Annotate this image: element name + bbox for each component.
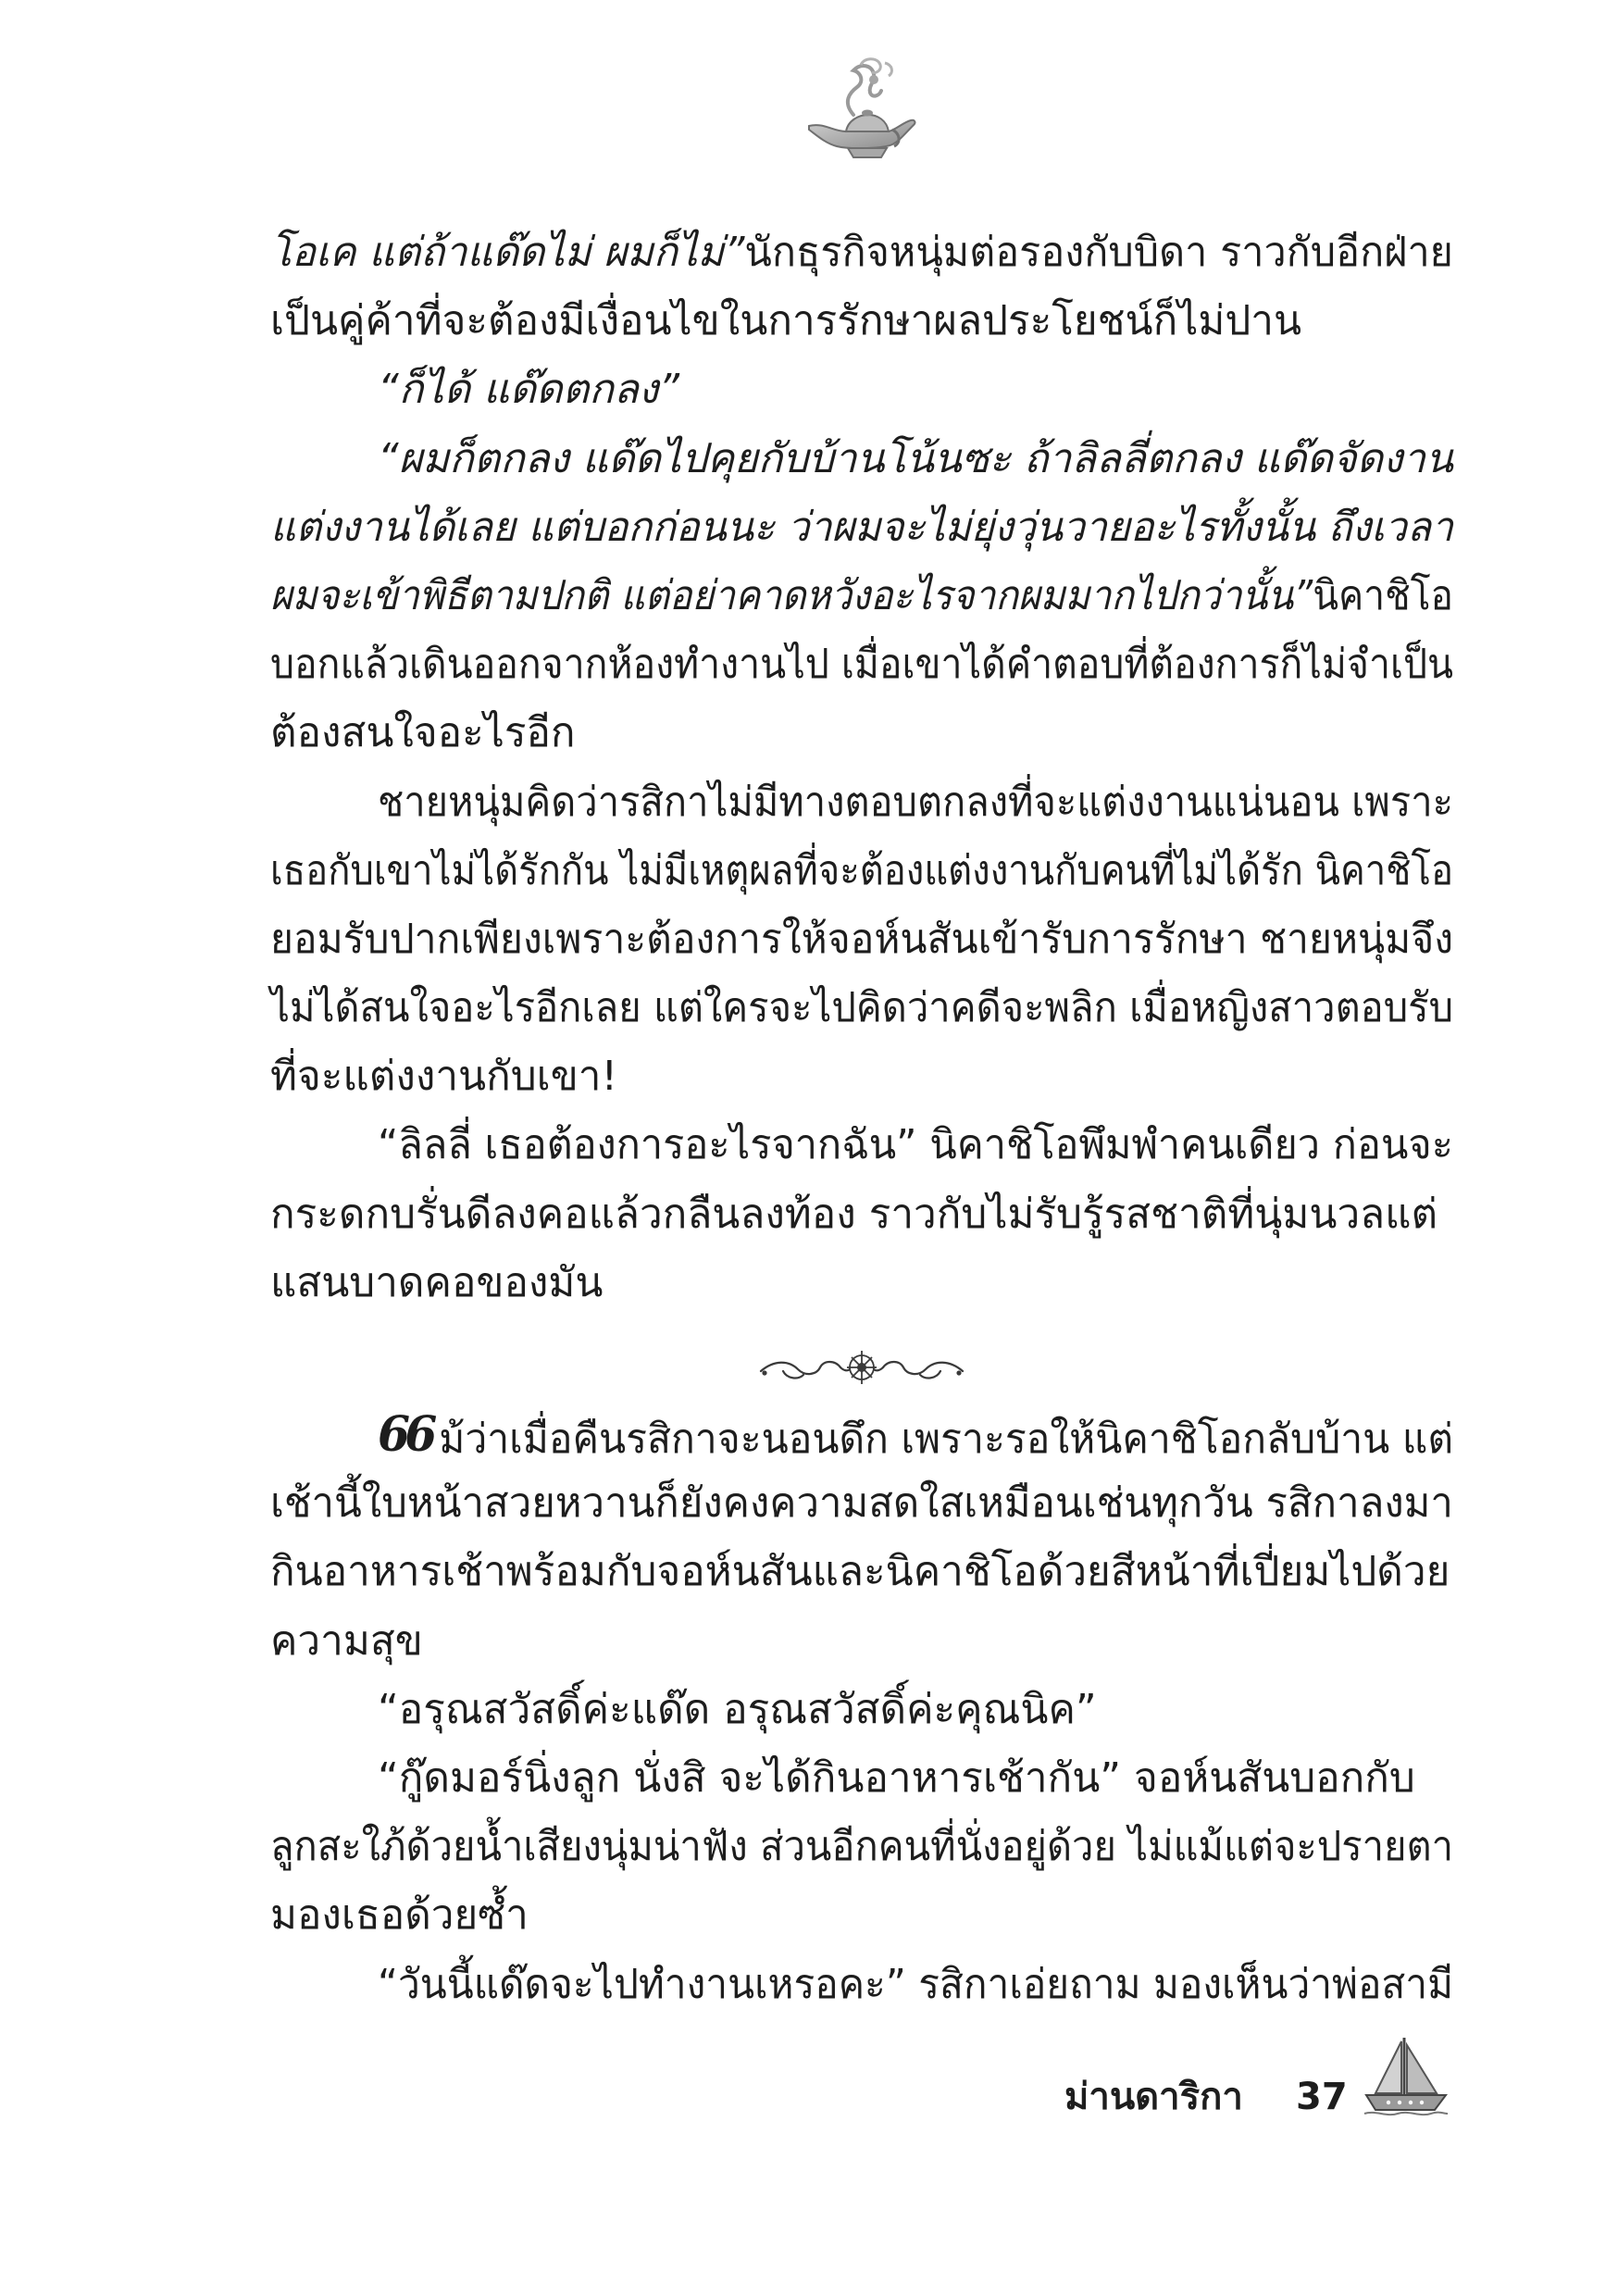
text-line [270,699,1453,767]
text-line [270,630,1453,699]
text-line [270,1744,1453,1813]
text-line [270,356,1453,424]
narration: กินอาหารเช้าพร้อมกับจอห์นสันและนิคาชิโอด้วยสีหน้าที่เปี่ยมไปด้วย [270,1548,1450,1596]
narration: บอกแล้วเดินออกจากห้องทำงานไป เมื่อเขาได้คำตอบที่ต้องการก็ไม่จำเป็น [270,641,1453,689]
dialogue-italic: ผมจะเข้าพิธีตามปกติ แต่อย่าคาดหวังอะไรจากผมมากไปกว่านั้น” [270,571,1313,619]
page-body [270,218,1453,2019]
text-line [270,1111,1453,1179]
narration: นักธุรกิจหนุ่มต่อรองกับบิดา ราวกับอีกฝ่าย [744,229,1453,276]
text-line [270,1951,1453,2019]
narration: ชายหนุ่มคิดว่ารสิกาไม่มีทางตอบตกลงที่จะแต่งงานแน่นอน เพราะ [378,778,1453,826]
text-line [270,1469,1453,1538]
text-line [270,1813,1453,1881]
narration: “อรุณสวัสดิ์ค่ะแด๊ด อรุณสวัสดิ์ค่ะคุณนิค” [378,1685,1097,1733]
drop-quote-mark: 66 [378,1406,432,1463]
flourish-ornament-icon [755,1343,968,1391]
text-line [270,1180,1453,1249]
narration: “กู๊ดมอร์นิ่งลูก นั่งสิ จะได้กินอาหารเช้ากัน” จอห์นสันบอกกับ [378,1753,1415,1802]
text-line [270,287,1453,356]
narration: ต้องสนใจอะไรอีก [270,709,576,757]
text-line [270,218,1453,287]
dialogue-italic: แต่งงานได้เลย แต่บอกก่อนนะ ว่าผมจะไม่ยุ่งวุ่นวายอะไรทั้งนั้น ถึงเวลา [270,503,1453,551]
text-line [270,768,1453,837]
narration: แสนบาดคอของมัน [270,1258,604,1306]
text-line [270,974,1453,1042]
narration: มองเธอด้วยซ้ำ [270,1891,529,1940]
section-divider [270,1338,1453,1397]
narration: ที่จะแต่งงานกับเขา! [270,1053,618,1101]
dialogue-italic: “ผมก็ตกลง แด๊ดไปคุยกับบ้านโน้นซะ ถ้าลิลลี่ตกลง แด๊ดจัดงาน [378,434,1453,482]
narration: เป็นคู่ค้าที่จะต้องมีเงื่อนไขในการรักษาผลประโยชน์ก็ไม่ปาน [270,297,1302,345]
text-line [270,1042,1453,1111]
text-line [270,425,1453,493]
narration: กระดกบรั่นดีลงคอแล้วกลืนลงท้อง ราวกับไม่รับรู้รสชาติที่นุ่มนวลแต่ [270,1190,1438,1238]
text-line [270,1249,1453,1317]
dialogue-italic: โอเค แต่ถ้าแด๊ดไม่ ผมก็ไม่” [270,229,745,276]
text-line [270,905,1453,974]
narration: ม้ว่าเมื่อคืนรสิกาจะนอนดึก เพราะรอให้นิคาชิโอกลับบ้าน แต่ [439,1416,1454,1463]
narration: นิคาชิโอ [1313,571,1453,619]
book-title: ม่านดาริกา [1064,2076,1243,2118]
narration: “ลิลลี่ เธอต้องการอะไรจากฉัน” นิคาชิโอพึมพำคนเดียว ก่อนจะ [378,1121,1453,1169]
narration: เช้านี้ใบหน้าสวยหวานก็ยังคงความสดใสเหมือนเช่นทุกวัน รสิกาลงมา [270,1479,1453,1528]
text-line [270,837,1453,905]
narration: “วันนี้แด๊ดจะไปทำงานเหรอคะ” รสิกาเอ่ยถาม มองเห็นว่าพ่อสามี [378,1960,1454,2008]
sailboat-icon [1361,2032,1450,2121]
narration: ยอมรับปากเพียงเพราะต้องการให้จอห์นสันเข้ารับการรักษา ชายหนุ่มจึง [270,915,1454,963]
text-line [270,1676,1453,1744]
text-line [270,1401,1453,1469]
narration: ลูกสะใภ้ด้วยน้ำเสียงนุ่มน่าฟัง ส่วนอีกคนที่นั่งอยู่ด้วย ไม่แม้แต่จะปรายตา [270,1823,1454,1871]
text-line [270,493,1453,562]
page-number: 37 [1296,2076,1348,2118]
narration: เธอกับเขาไม่ได้รักกัน ไม่มีเหตุผลที่จะต้องแต่งงานกับคนที่ไม่ได้รัก นิคาชิโอ [270,846,1454,894]
text-line [270,1881,1453,1950]
text-line [270,1538,1453,1606]
genie-lamp-logo-icon [796,56,918,163]
text-line [270,1607,1453,1676]
text-line [270,562,1453,630]
dialogue-italic: “ก็ได้ แด๊ดตกลง” [378,366,680,414]
narration: ไม่ได้สนใจอะไรอีกเลย แต่ใครจะไปคิดว่าคดีจะพลิก เมื่อหญิงสาวตอบรับ [270,984,1454,1032]
narration: ความสุข [270,1616,423,1665]
